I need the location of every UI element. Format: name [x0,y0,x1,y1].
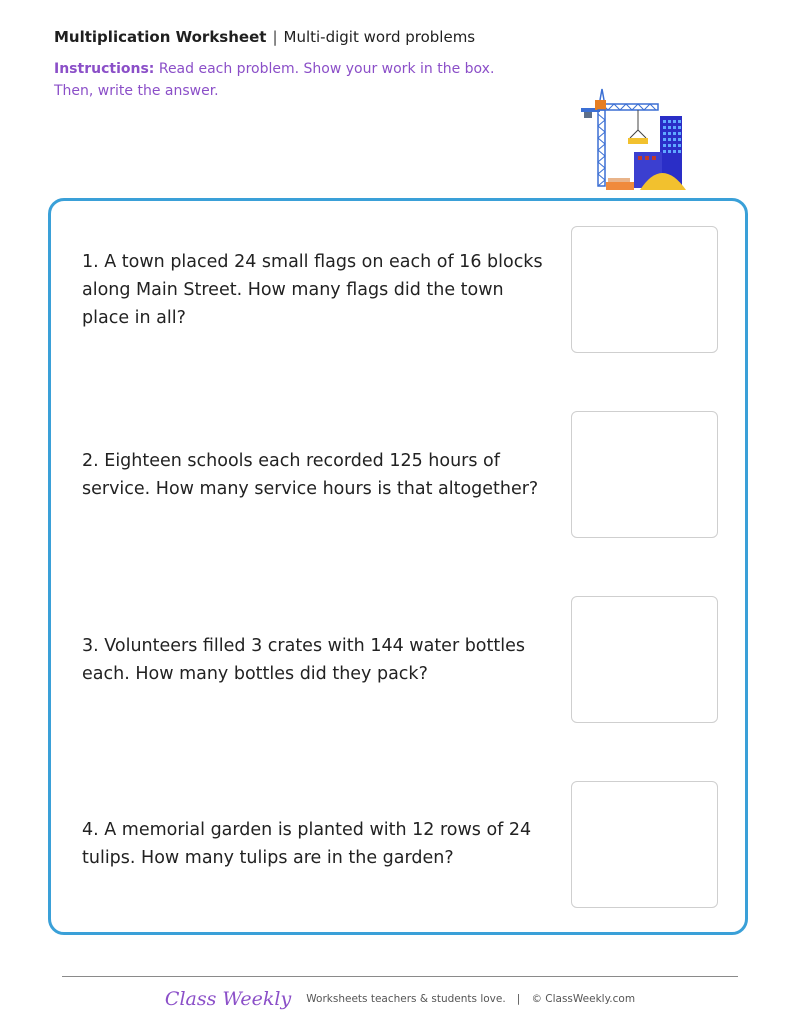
footer-separator: | [516,993,521,1005]
construction-crane-building-icon [578,86,690,192]
footer-tagline: Worksheets teachers & students love. [306,993,506,1005]
instructions-label: Instructions: [54,61,155,77]
brand-logo: Class Weekly [164,988,292,1010]
problem-3: 3. Volunteers filled 3 crates with 144 water bottles each. How many bottles did they pack? [82,636,525,684]
problem-1: 1. A town placed 24 small flags on each of 16 blocks along Main Street. How many flags did the town place in all? [82,252,543,328]
worksheet-subtitle: Multi-digit word problems [283,28,476,46]
footer-divider [62,976,738,977]
worksheet-title: Multiplication Worksheet [54,28,267,46]
footer [0,988,800,1010]
instructions-text: Read each problem. Show your work in the box. Then, write the answer. [54,61,495,99]
header-separator: | [272,28,278,46]
answer-box-2[interactable] [571,411,718,538]
footer-copyright: © ClassWeekly.com [531,993,636,1005]
instructions [54,58,534,102]
answer-box-3[interactable] [571,596,718,723]
problem-4: 4. A memorial garden is planted with 12 rows of 24 tulips. How many tulips are in the garden? [82,820,532,868]
answer-box-1[interactable] [571,226,718,353]
problem-2: 2. Eighteen schools each recorded 125 hours of service. How many service hours is that altogether? [82,451,539,499]
answer-box-4[interactable] [571,781,718,908]
worksheet-header [54,28,475,46]
